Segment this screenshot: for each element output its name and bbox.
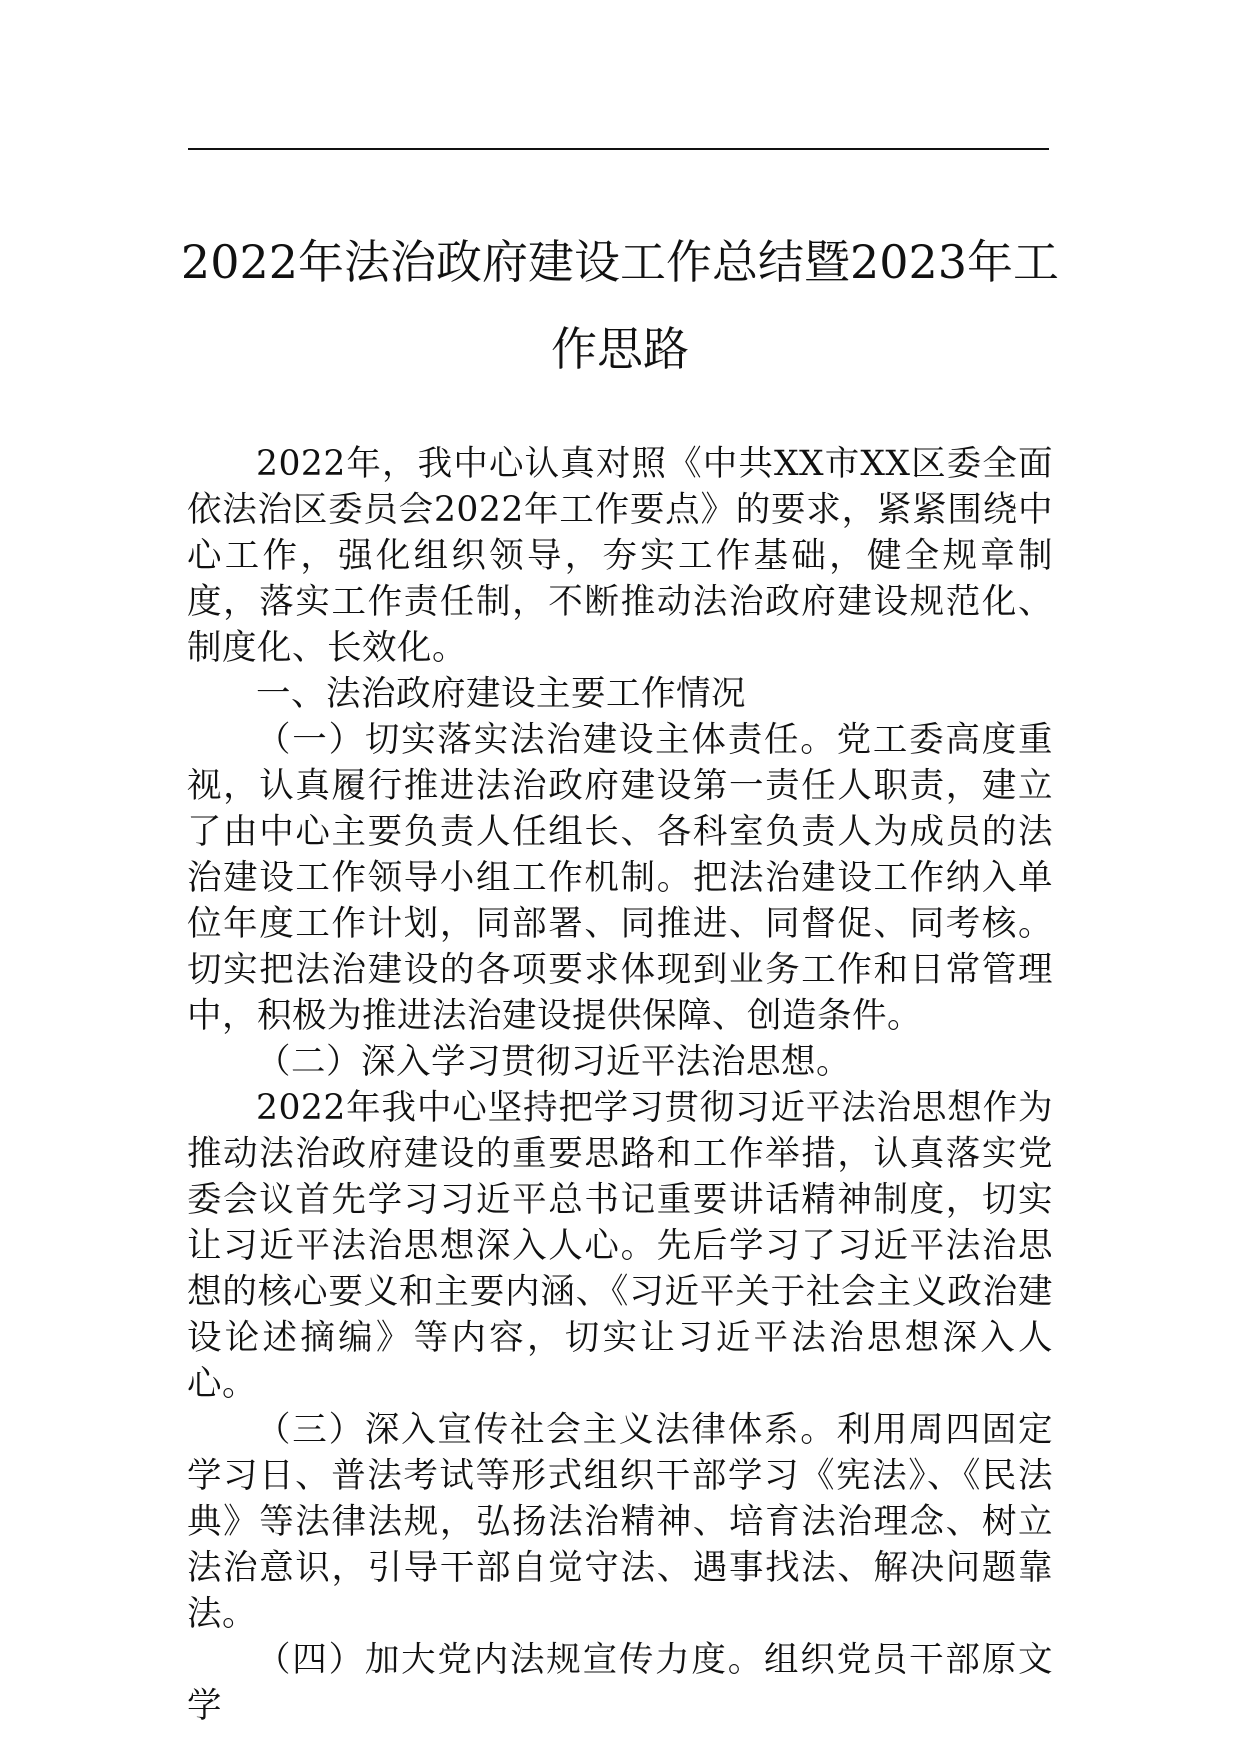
document-body (187, 441, 1053, 1729)
header-rule (188, 148, 1049, 150)
paragraph-item-2-heading: （二）深入学习贯彻习近平法治思想。 (256, 1042, 851, 1082)
document-title-line-2: 作思路 (551, 322, 689, 376)
paragraph-item-1: （一）切实落实法治建设主体责任。党工委高度重视，认真履行推进法治政府建设第一责任人职责，建立了由中心主要负责人任组长、各科室负责人为成员的法治建设工作领导小组工作机制。把法治建设工作纳入单位年度工作计划，同部署、同推进、同督促、同考核。切实把法治建设的各项要求体现到业务工作和日常管理中，积极为推进法治建设提供保障、创造条件。 (187, 720, 1053, 1036)
paragraph-item-2-body: 2022年我中心坚持把学习贯彻习近平法治思想作为推动法治政府建设的重要思路和工作举措，认真落实党委会议首先学习习近平总书记重要讲话精神制度，切实让习近平法治思想深入人心。先后学习了习近平法治思想的核心要义和主要内涵、《习近平关于社会主义政治建设论述摘编》等内容，切实让习近平法治思想深入人心。 (187, 1088, 1053, 1404)
section-heading-1: 一、法治政府建设主要工作情况 (256, 674, 746, 714)
document-title-line-1: 2022年法治政府建设工作总结暨2023年工 (180, 235, 1060, 289)
paragraph-intro: 2022年，我中心认真对照《中共XX市XX区委全面依法治区委员会2022年工作要点》的要求，紧紧围绕中心工作，强化组织领导，夯实工作基础，健全规章制度，落实工作责任制，不断推动法治政府建设规范化、制度化、长效化。 (187, 444, 1053, 668)
paragraph-item-3: （三）深入宣传社会主义法律体系。利用周四固定学习日、普法考试等形式组织干部学习《宪法》、《民法典》等法律法规，弘扬法治精神、培育法治理念、树立法治意识，引导干部自觉守法、遇事找法、解决问题靠法。 (187, 1410, 1053, 1634)
paragraph-item-4: （四）加大党内法规宣传力度。组织党员干部原文学 (187, 1640, 1053, 1726)
